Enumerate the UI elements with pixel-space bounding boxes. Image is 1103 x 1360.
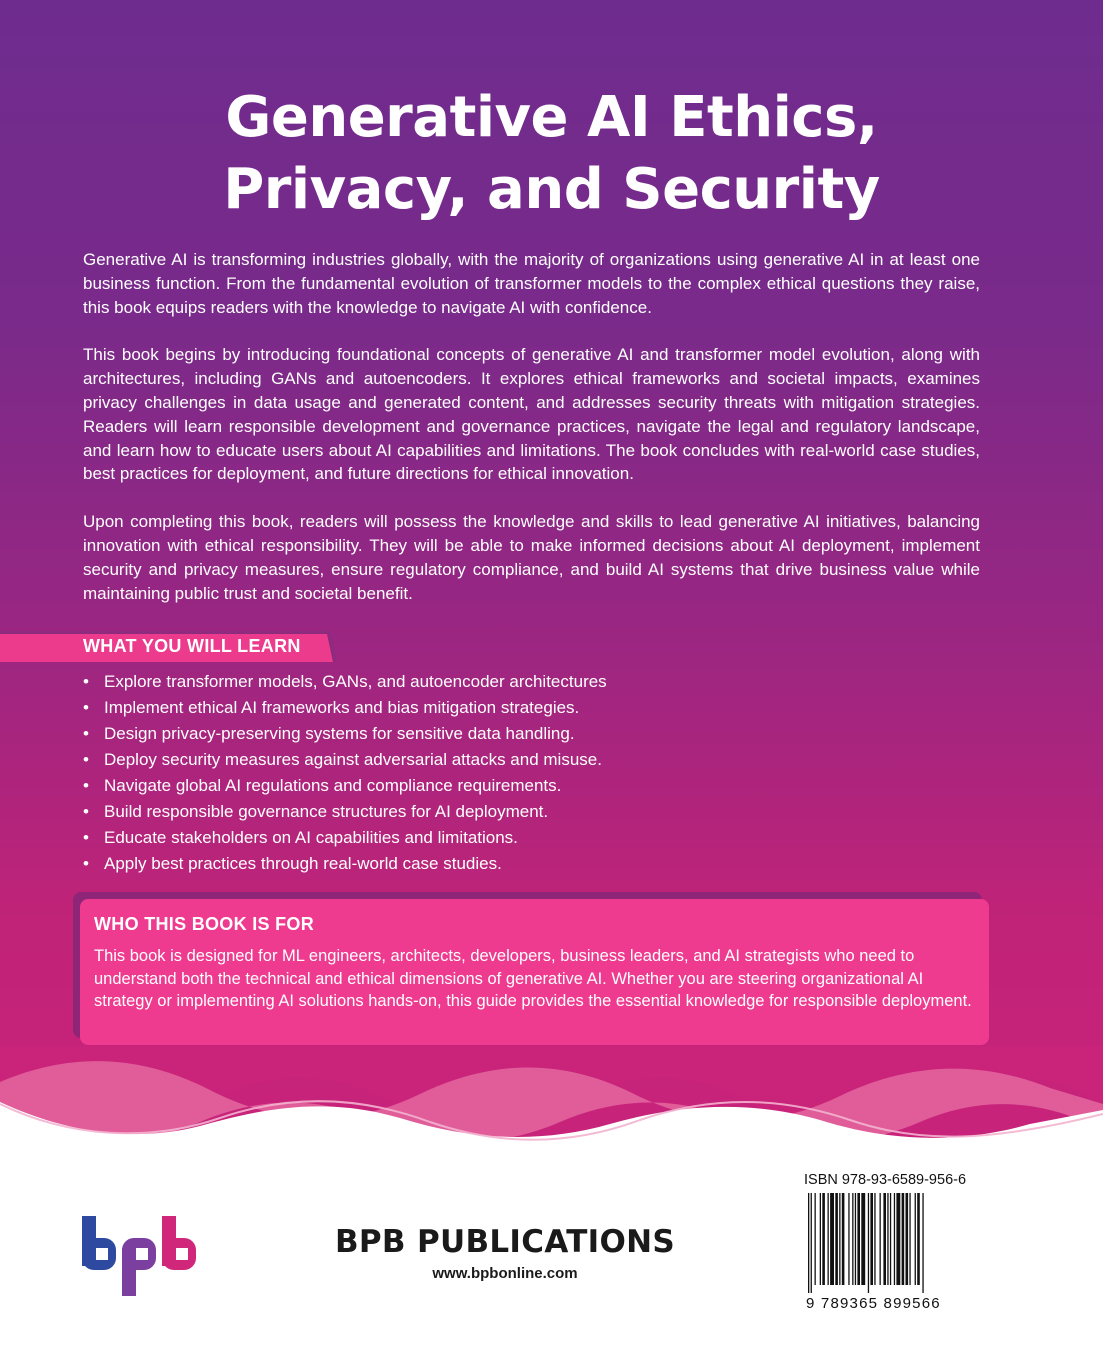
barcode-bar <box>852 1193 853 1285</box>
barcode-bar <box>922 1193 923 1293</box>
barcode-number: 9 789365 899566 <box>806 1295 941 1312</box>
barcode-bar <box>842 1193 845 1285</box>
barcode-bar <box>917 1193 920 1285</box>
bullet-icon: • <box>83 802 89 821</box>
barcode-bar <box>811 1193 812 1293</box>
barcode-bar <box>828 1193 829 1285</box>
barcode-bar <box>894 1193 895 1285</box>
list-item: • Apply best practices through real-world case studies. <box>83 851 783 877</box>
bullet-icon: • <box>83 776 89 795</box>
barcode-bar <box>909 1193 910 1285</box>
learn-heading-banner <box>0 631 337 662</box>
barcode-bar <box>906 1193 909 1285</box>
list-item: • Educate stakeholders on AI capabilities and limitations. <box>83 825 783 851</box>
barcode-bar <box>880 1193 881 1285</box>
barcode-bar <box>855 1193 856 1285</box>
barcode-bar <box>808 1193 809 1293</box>
description <box>83 248 980 629</box>
title-line-2: Privacy, and Security <box>223 157 880 222</box>
bullet-icon: • <box>83 724 89 743</box>
barcode-bar <box>915 1193 916 1285</box>
description-paragraph-3: Upon completing this book, readers will possess the knowledge and skills to lead generative AI initiatives, balancing innovation with ethical responsibility. They will be able to make informed decisions about AI deployment, implement security and privacy measures, ensure regulatory compliance, and build AI systems that drive business value while maintaining public trust and societal benefit. <box>83 512 980 603</box>
barcode-bar <box>902 1193 905 1285</box>
list-item: • Navigate global AI regulations and compliance requirements. <box>83 773 783 799</box>
learn-list <box>83 669 783 877</box>
barcode-icon <box>806 1193 976 1293</box>
publisher-name: BPB PUBLICATIONS <box>334 1224 676 1260</box>
isbn-label: ISBN 978-93-6589-956-6 <box>804 1172 967 1188</box>
barcode-bar <box>857 1193 860 1285</box>
barcode-bar <box>839 1193 840 1285</box>
barcode-bar <box>887 1193 888 1285</box>
description-paragraph-2: This book begins by introducing foundational concepts of generative AI and transformer model evolution, along with architectures, including GANs and autoencoders. It explores ethical frameworks and societal impacts, examines privacy challenges in data usage and generated content, and addresses security threats with mitigation strategies. Readers will learn responsible development and governance practices, navigate the legal and regulatory landscape, and learn how to educate users about AI capabilities and limitations. The book concludes with real-world case studies, best practices for deployment, and future directions for ethical innovation. <box>83 345 980 484</box>
barcode-bar <box>890 1193 891 1285</box>
list-item: • Implement ethical AI frameworks and bias mitigation strategies. <box>83 695 783 721</box>
barcode-bar <box>883 1193 886 1285</box>
list-item: • Design privacy-preserving systems for sensitive data handling. <box>83 721 783 747</box>
book-title <box>0 82 1103 226</box>
barcode-bar <box>874 1193 875 1285</box>
barcode-bar <box>868 1193 869 1293</box>
bullet-icon: • <box>83 828 89 847</box>
wave-decoration <box>0 1040 1103 1152</box>
barcode-bar <box>870 1193 873 1285</box>
audience-text: This book is designed for ML engineers, architects, developers, business leaders, and AI strategists who need to understand both the technical and ethical dimensions of generative AI. Whether you are steering organizational AI strategy or implementing AI solutions hands-on, this guide provides the essential knowledge for responsible deployment. <box>94 947 972 1010</box>
barcode-bar <box>848 1193 849 1285</box>
barcode-bar <box>830 1193 834 1285</box>
list-item: • Build responsible governance structures for AI deployment. <box>83 799 783 825</box>
description-paragraph-1: Generative AI is transforming industries globally, with the majority of organizations using generative AI in at least one business function. From the fundamental evolution of transformer models to the complex ethical questions they raise, this book equips readers with the knowledge to navigate AI with confidence. <box>83 250 980 317</box>
publisher-website: www.bpbonline.com <box>432 1265 578 1282</box>
barcode-bar <box>822 1193 825 1285</box>
audience-box <box>80 899 989 1045</box>
bpb-logo-icon <box>78 1212 202 1300</box>
title-line-1: Generative AI Ethics, <box>225 85 878 150</box>
bullet-icon: • <box>83 750 89 769</box>
bullet-icon: • <box>83 672 89 691</box>
barcode-bar <box>861 1193 865 1285</box>
learn-heading: WHAT YOU WILL LEARN <box>83 636 301 656</box>
bullet-icon: • <box>83 854 89 873</box>
list-item: • Deploy security measures against adversarial attacks and misuse. <box>83 747 783 773</box>
bullet-icon: • <box>83 698 89 717</box>
barcode-bar <box>896 1193 900 1285</box>
barcode-bar <box>815 1193 816 1285</box>
barcode-bar <box>835 1193 838 1285</box>
list-item: • Explore transformer models, GANs, and autoencoder architectures <box>83 669 783 695</box>
audience-heading: WHO THIS BOOK IS FOR <box>94 914 314 934</box>
barcode-bar <box>820 1193 821 1285</box>
